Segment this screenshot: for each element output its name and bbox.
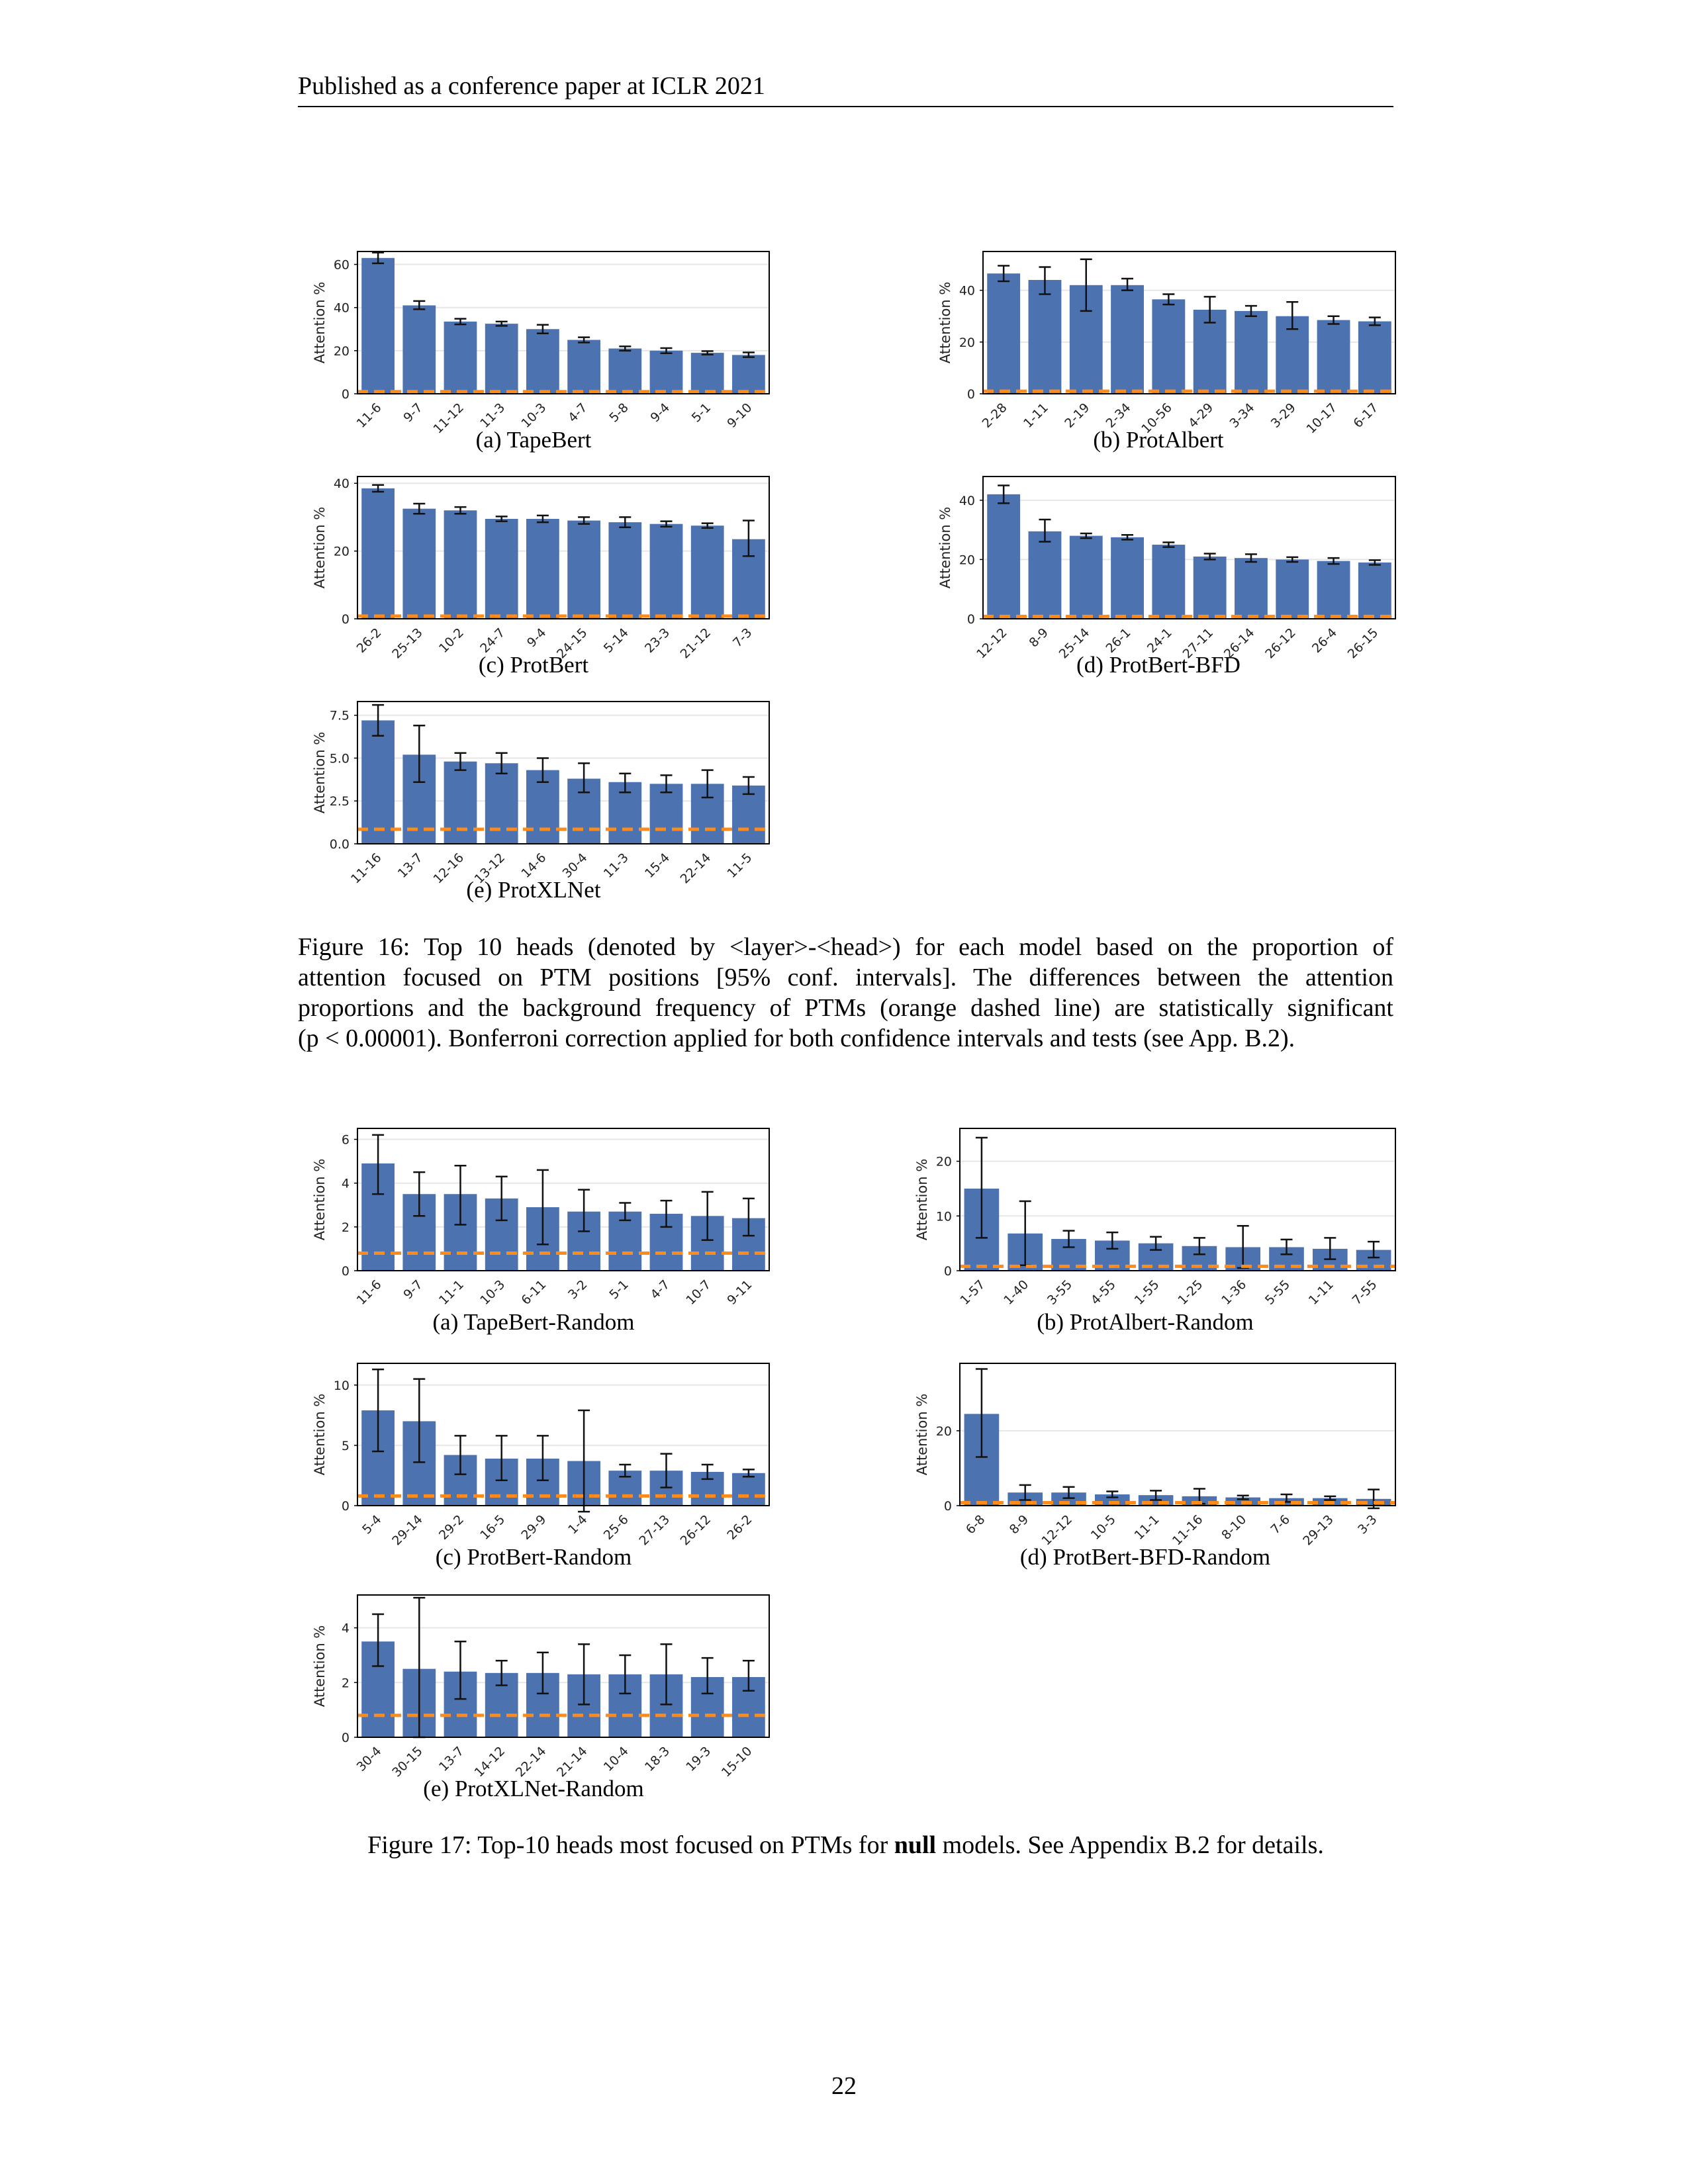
bar-23-3 xyxy=(650,524,683,619)
y-tick-label: 4 xyxy=(341,1176,350,1191)
x-tick-label: 10-7 xyxy=(683,1277,714,1308)
x-tick-label: 25-14 xyxy=(1056,625,1093,662)
x-tick-label: 2-19 xyxy=(1062,400,1093,432)
x-tick-label: 3-3 xyxy=(1355,1512,1380,1537)
x-tick-label: 1-57 xyxy=(957,1277,988,1308)
bar-10-3 xyxy=(526,329,559,394)
x-tick-label: 15-4 xyxy=(641,850,673,882)
x-tick-label: 9-11 xyxy=(724,1277,755,1308)
x-tick-label: 5-1 xyxy=(606,1277,632,1302)
x-tick-label: 7-6 xyxy=(1268,1512,1293,1537)
y-tick-label: 40 xyxy=(333,477,350,492)
x-tick-label: 12-16 xyxy=(430,850,467,887)
y-axis-label: Attention % xyxy=(312,506,328,589)
x-tick-label: 5-14 xyxy=(600,625,632,657)
y-tick-label: 40 xyxy=(959,283,975,298)
x-tick-label: 24-15 xyxy=(554,625,590,662)
bar-26-15 xyxy=(1358,563,1391,619)
x-tick-label: 11-12 xyxy=(430,400,467,437)
y-tick-label: 0 xyxy=(966,612,975,627)
x-tick-label: 5-8 xyxy=(606,400,632,426)
x-tick-label: 5-1 xyxy=(688,400,714,426)
x-tick-label: 5-4 xyxy=(359,1512,385,1537)
x-tick-label: 9-4 xyxy=(524,625,549,651)
x-tick-label: 1-4 xyxy=(565,1512,590,1537)
y-axis-label: Attention % xyxy=(914,1158,930,1241)
y-tick-label: 0 xyxy=(943,1264,952,1279)
x-tick-label: 6-11 xyxy=(518,1277,549,1308)
y-tick-label: 40 xyxy=(959,493,975,508)
x-tick-label: 30-4 xyxy=(559,850,590,882)
bar-26-4 xyxy=(1317,561,1350,619)
chart-f17a xyxy=(298,1125,875,1373)
y-tick-label: 5 xyxy=(341,1438,350,1453)
subcaption-f17e: (e) ProtXLNet-Random xyxy=(423,1776,644,1801)
page-number: 22 xyxy=(831,2072,857,2100)
x-tick-label: 1-11 xyxy=(1305,1277,1336,1308)
chart-f17c xyxy=(298,1360,875,1608)
x-tick-label: 29-2 xyxy=(436,1512,467,1543)
y-tick-label: 40 xyxy=(333,300,350,316)
x-tick-label: 26-14 xyxy=(1221,625,1258,662)
x-tick-label: 1-11 xyxy=(1020,400,1051,432)
subcaption-f16c: (c) ProtBert xyxy=(478,652,589,678)
x-tick-label: 11-16 xyxy=(348,850,385,887)
figure16-caption-line-4: (p < 0.00001). Bonferroni correction applied for both confidence intervals and tests (see App. B.2). xyxy=(298,1024,1295,1052)
y-tick-label: 2.5 xyxy=(329,794,350,809)
x-tick-label: 10-3 xyxy=(518,400,549,432)
bar-10-17 xyxy=(1317,320,1350,394)
bar-26-1 xyxy=(1111,537,1144,619)
x-tick-label: 22-14 xyxy=(512,1743,549,1780)
y-tick-label: 20 xyxy=(959,553,975,568)
chart-f17e xyxy=(298,1592,875,1840)
x-tick-label: 14-6 xyxy=(518,850,549,882)
figure17-caption-bold: null xyxy=(894,1831,937,1859)
chart-f16b xyxy=(923,248,1501,496)
x-tick-label: 26-12 xyxy=(1262,625,1299,662)
y-axis-label: Attention % xyxy=(937,506,953,589)
x-tick-label: 13-7 xyxy=(436,1743,467,1775)
y-tick-label: 0.0 xyxy=(329,837,350,852)
x-tick-label: 11-16 xyxy=(1169,1512,1206,1549)
bar-5-8 xyxy=(608,349,641,394)
x-tick-label: 26-4 xyxy=(1309,625,1340,657)
y-axis-label: Attention % xyxy=(312,731,328,814)
x-tick-label: 12-12 xyxy=(974,625,1010,662)
y-tick-label: 20 xyxy=(935,1154,952,1169)
x-tick-label: 2-34 xyxy=(1103,400,1134,432)
subcaption-f17c: (c) ProtBert-Random xyxy=(435,1544,632,1570)
x-tick-label: 8-9 xyxy=(1026,625,1051,651)
chart-f16d xyxy=(923,473,1501,721)
chart-panel-f16c xyxy=(298,473,875,721)
chart-panel-f17d xyxy=(900,1360,1501,1608)
bar-8-9 xyxy=(1029,531,1062,619)
y-tick-label: 2 xyxy=(341,1220,350,1235)
x-tick-label: 26-12 xyxy=(677,1512,714,1549)
x-tick-label: 4-55 xyxy=(1088,1277,1119,1308)
subcaption-f16e: (e) ProtXLNet xyxy=(466,877,601,903)
x-tick-label: 6-8 xyxy=(962,1512,988,1537)
x-tick-label: 3-2 xyxy=(565,1277,590,1302)
chart-panel-f16b xyxy=(923,248,1501,496)
y-tick-label: 20 xyxy=(935,1424,952,1439)
x-tick-label: 11-5 xyxy=(724,850,755,882)
x-tick-label: 24-7 xyxy=(477,625,508,657)
x-tick-label: 30-15 xyxy=(389,1743,426,1780)
subcaption-f16d: (d) ProtBert-BFD xyxy=(1076,652,1241,678)
y-tick-label: 0 xyxy=(966,387,975,402)
x-tick-label: 29-13 xyxy=(1300,1512,1336,1549)
x-tick-label: 26-2 xyxy=(353,625,385,657)
x-tick-label: 11-3 xyxy=(600,850,632,882)
x-tick-label: 21-12 xyxy=(677,625,714,662)
y-axis-label: Attention % xyxy=(312,1158,328,1241)
x-tick-label: 24-1 xyxy=(1144,625,1175,657)
x-tick-label: 3-34 xyxy=(1227,400,1258,432)
y-axis-label: Attention % xyxy=(914,1393,930,1476)
bar-12-16 xyxy=(444,762,477,844)
chart-panel-f17a xyxy=(298,1125,875,1373)
x-tick-label: 4-29 xyxy=(1186,400,1217,432)
y-axis-label: Attention % xyxy=(312,1393,328,1476)
x-tick-label: 2-28 xyxy=(979,400,1010,432)
x-tick-label: 21-14 xyxy=(554,1743,590,1780)
x-tick-label: 9-4 xyxy=(647,400,673,426)
subcaption-f16b: (b) ProtAlbert xyxy=(1093,427,1224,453)
bar-21-12 xyxy=(691,525,724,619)
x-tick-label: 6-17 xyxy=(1350,400,1382,432)
y-tick-label: 10 xyxy=(333,1378,350,1393)
subcaption-f17a: (a) TapeBert-Random xyxy=(432,1309,635,1335)
y-tick-label: 0 xyxy=(943,1499,952,1514)
chart-panel-f17c xyxy=(298,1360,875,1608)
x-tick-label: 9-7 xyxy=(400,400,426,426)
chart-f17d xyxy=(900,1360,1501,1608)
figure17-caption xyxy=(298,1830,1393,1860)
x-tick-label: 15-10 xyxy=(718,1743,755,1780)
x-tick-label: 9-10 xyxy=(724,400,755,432)
y-tick-label: 0 xyxy=(341,612,350,627)
x-tick-label: 5-55 xyxy=(1262,1277,1293,1308)
x-tick-label: 29-14 xyxy=(389,1512,426,1549)
subcaption-f16a: (a) TapeBert xyxy=(475,427,592,453)
header-rule xyxy=(298,106,1393,107)
bar-11-12 xyxy=(444,322,477,394)
bar-11-3 xyxy=(485,324,518,394)
y-tick-label: 20 xyxy=(959,335,975,350)
x-tick-label: 25-13 xyxy=(389,625,426,662)
bar-11-16 xyxy=(361,720,395,844)
y-tick-label: 6 xyxy=(341,1132,350,1148)
subcaption-f17b: (b) ProtAlbert-Random xyxy=(1037,1309,1254,1335)
bar-3-34 xyxy=(1235,311,1268,394)
x-tick-label: 29-9 xyxy=(518,1512,549,1543)
x-tick-label: 11-6 xyxy=(353,400,385,432)
y-tick-label: 2 xyxy=(341,1676,350,1691)
y-axis-label: Attention % xyxy=(312,1625,328,1707)
x-tick-label: 30-4 xyxy=(353,1743,385,1775)
x-tick-label: 19-3 xyxy=(683,1743,714,1775)
page-header: Published as a conference paper at ICLR 2021 xyxy=(298,72,765,100)
x-tick-label: 7-55 xyxy=(1349,1277,1380,1308)
y-tick-label: 0 xyxy=(341,1499,350,1514)
x-tick-label: 13-12 xyxy=(471,850,508,887)
x-tick-label: 25-6 xyxy=(600,1512,632,1543)
y-axis-label: Attention % xyxy=(937,281,953,364)
bar-24-7 xyxy=(485,519,518,619)
subcaption-f17d: (d) ProtBert-BFD-Random xyxy=(1019,1544,1271,1570)
bar-25-13 xyxy=(402,509,436,619)
bar-9-10 xyxy=(732,355,765,394)
bar-2-34 xyxy=(1111,285,1144,394)
x-tick-label: 3-55 xyxy=(1044,1277,1076,1308)
chart-panel-f17e xyxy=(298,1592,875,1840)
x-tick-label: 8-10 xyxy=(1219,1512,1250,1543)
x-tick-label: 1-36 xyxy=(1219,1277,1250,1308)
x-tick-label: 1-25 xyxy=(1175,1277,1206,1308)
bar-9-7 xyxy=(402,305,436,394)
y-tick-label: 20 xyxy=(333,544,350,559)
x-tick-label: 27-13 xyxy=(636,1512,673,1549)
bar-24-15 xyxy=(567,521,600,619)
bar-26-12 xyxy=(1276,559,1309,619)
bar-9-4 xyxy=(526,519,559,619)
bar-24-1 xyxy=(1152,545,1185,619)
figure16-caption-line-1: Figure 16: Top 10 heads (denoted by <layer>-<head>) for each model based on the proportion of xyxy=(298,933,1393,961)
x-tick-label: 10-5 xyxy=(1088,1512,1119,1543)
bar-26-2 xyxy=(361,488,395,619)
bar-5-1 xyxy=(691,353,724,394)
figure17-caption-pre: Figure 17: Top-10 heads most focused on PTMs for xyxy=(367,1831,894,1859)
x-tick-label: 10-2 xyxy=(436,625,467,657)
x-tick-label: 10-4 xyxy=(600,1743,632,1775)
x-tick-label: 27-11 xyxy=(1180,625,1217,662)
x-tick-label: 26-2 xyxy=(724,1512,755,1543)
x-tick-label: 7-3 xyxy=(729,625,755,651)
x-tick-label: 18-3 xyxy=(641,1743,673,1775)
y-tick-label: 4 xyxy=(341,1621,350,1636)
bar-6-17 xyxy=(1358,322,1391,394)
y-tick-label: 20 xyxy=(333,343,350,359)
x-tick-label: 26-1 xyxy=(1103,625,1134,657)
x-tick-label: 8-9 xyxy=(1006,1512,1032,1537)
x-tick-label: 14-12 xyxy=(471,1743,508,1780)
bar-25-14 xyxy=(1070,536,1103,619)
x-tick-label: 1-55 xyxy=(1131,1277,1162,1308)
x-tick-label: 22-14 xyxy=(677,850,714,887)
bar-13-12 xyxy=(485,763,518,844)
bar-9-4 xyxy=(650,351,683,394)
y-tick-label: 7.5 xyxy=(329,708,350,723)
bar-10-2 xyxy=(444,510,477,619)
bar-26-14 xyxy=(1235,558,1268,619)
x-tick-label: 26-15 xyxy=(1344,625,1382,662)
bar-11-6 xyxy=(361,258,395,394)
y-tick-label: 10 xyxy=(935,1209,952,1224)
bar-12-12 xyxy=(987,494,1020,619)
x-tick-label: 10-56 xyxy=(1139,400,1175,437)
x-tick-label: 4-7 xyxy=(565,400,590,426)
y-tick-label: 60 xyxy=(333,257,350,273)
x-tick-label: 3-29 xyxy=(1268,400,1299,432)
chart-panel-f16a xyxy=(298,248,875,496)
figure17-caption-post: models. See Appendix B.2 for details. xyxy=(936,1831,1324,1859)
x-tick-label: 10-3 xyxy=(477,1277,508,1308)
chart-panel-f16d xyxy=(923,473,1501,721)
figure16-caption-line-2: attention focused on PTM positions [95% conf. intervals]. The differences between the attention xyxy=(298,964,1393,991)
bar-5-14 xyxy=(608,522,641,619)
chart-f16e xyxy=(298,698,875,946)
chart-f16a xyxy=(298,248,875,496)
bar-26-2 xyxy=(732,1473,765,1506)
x-tick-label: 23-3 xyxy=(641,625,673,657)
figure16-caption-line-3: proportions and the background frequency of PTMs (orange dashed line) are statistically significant xyxy=(298,994,1393,1022)
x-tick-label: 11-3 xyxy=(477,400,508,432)
bar-27-11 xyxy=(1194,557,1227,619)
bar-2-28 xyxy=(987,273,1020,394)
x-tick-label: 10-17 xyxy=(1303,400,1340,437)
x-tick-label: 11-1 xyxy=(1131,1512,1162,1543)
chart-panel-f16e xyxy=(298,698,875,946)
y-tick-label: 5.0 xyxy=(329,751,350,766)
x-tick-label: 1-40 xyxy=(1001,1277,1032,1308)
figure16-caption xyxy=(298,932,1393,1054)
x-tick-label: 4-7 xyxy=(647,1277,673,1302)
y-axis-label: Attention % xyxy=(312,281,328,364)
x-tick-label: 12-12 xyxy=(1039,1512,1076,1549)
x-tick-label: 11-1 xyxy=(436,1277,467,1308)
x-tick-label: 13-7 xyxy=(395,850,426,882)
bar-1-11 xyxy=(1029,280,1062,394)
chart-panel-f17b xyxy=(900,1125,1501,1373)
x-tick-label: 9-7 xyxy=(400,1277,426,1302)
x-tick-label: 11-6 xyxy=(353,1277,385,1308)
chart-f16c xyxy=(298,473,875,721)
chart-f17b xyxy=(900,1125,1501,1373)
y-tick-label: 0 xyxy=(341,387,350,402)
bar-10-56 xyxy=(1152,299,1185,394)
x-tick-label: 16-5 xyxy=(477,1512,508,1543)
bar-4-7 xyxy=(567,340,600,394)
y-tick-label: 0 xyxy=(341,1264,350,1279)
y-tick-label: 0 xyxy=(341,1731,350,1745)
